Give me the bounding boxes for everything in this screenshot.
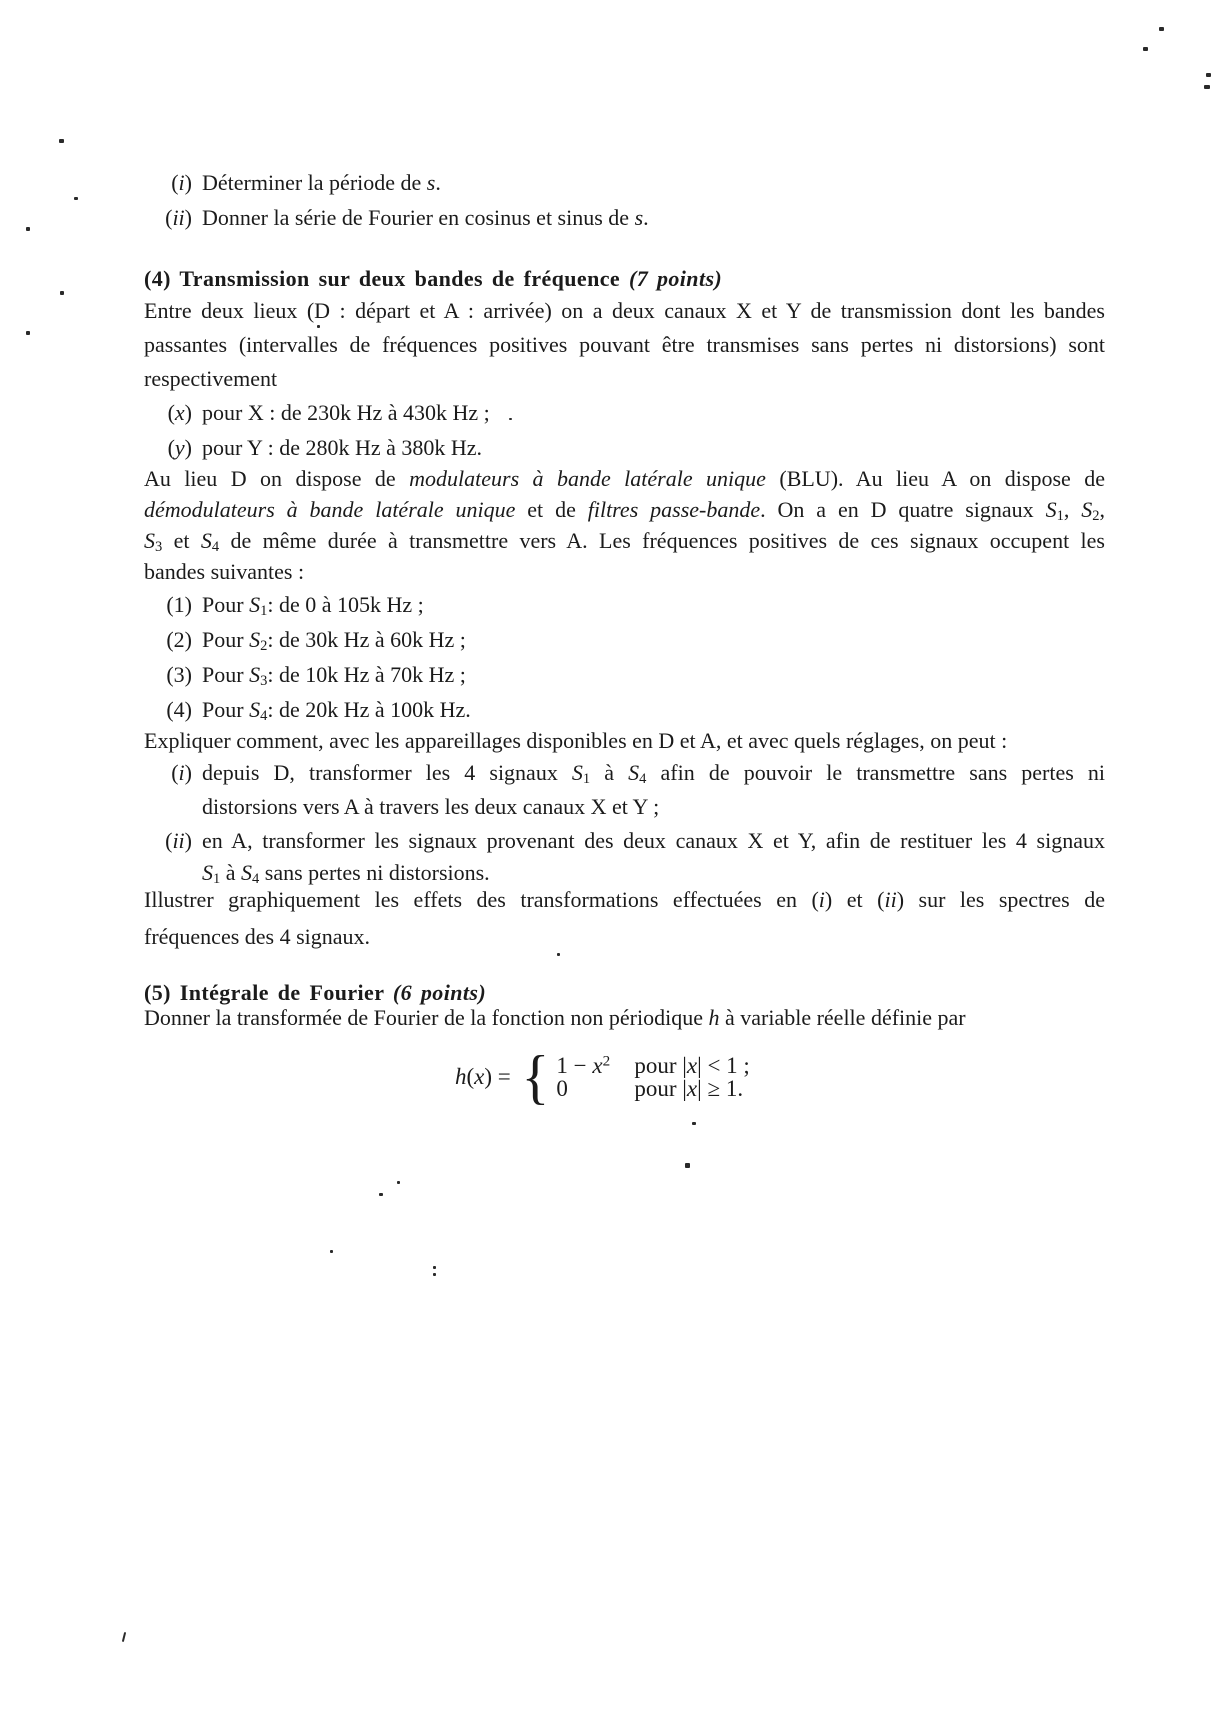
formula-case-2: [556, 1077, 749, 1100]
item-label: (2): [166, 627, 192, 652]
text-line: $S_3$ et $S_4$ de même durée à transmettre vers A. Les fréquences positives de ces signaux occupent les: [144, 528, 1105, 555]
signal-item-1: [156, 587, 471, 622]
text-line: Pour $S_4$: de 20k Hz à 100k Hz.: [202, 697, 471, 724]
band-item-x: [156, 396, 490, 430]
scan-speck: [509, 418, 512, 420]
scan-speck: [379, 1193, 383, 1196]
text-line: respectivement: [144, 366, 278, 391]
item-label: (4): [166, 697, 192, 722]
scan-speck: [26, 227, 30, 231]
left-brace-glyph: {: [521, 1042, 550, 1111]
scan-speck: [692, 1122, 696, 1125]
text-line: pour X : de 230k Hz à 430k Hz ;: [202, 400, 490, 425]
task-item-ii: [156, 825, 1105, 889]
item-label: (i): [171, 760, 192, 785]
scan-speck: [1159, 27, 1164, 31]
signal-band-list: [156, 587, 471, 727]
item-label: (ii): [165, 828, 192, 853]
signal-item-2: [156, 622, 471, 657]
section-5-heading: (5) Intégrale de Fourier (6 points): [144, 980, 487, 1005]
scan-speck: [59, 139, 64, 143]
signal-item-3: [156, 657, 471, 692]
illustrer-paragraph: [144, 881, 1105, 955]
scan-speck: [1206, 73, 1211, 77]
scan-speck: [1143, 47, 1148, 51]
item-label: (x): [167, 400, 192, 425]
text-line: Entre deux lieux (D : départ et A : arrivée) on a deux canaux X et Y de transmission dont les bandes: [144, 298, 1105, 323]
formula-cases: [556, 1054, 749, 1100]
formula-case-1: [556, 1054, 749, 1077]
text-line: pour Y : de 280k Hz à 380k Hz.: [202, 435, 483, 460]
scan-speck: [317, 325, 320, 328]
text-line: fréquences des 4 signaux.: [144, 924, 371, 949]
text-line: Pour $S_1$: de 0 à 105k Hz ;: [202, 592, 424, 619]
task-item-i: [156, 756, 1105, 824]
scan-speck: [557, 953, 560, 956]
text-line: Déterminer la période de s.: [202, 170, 441, 195]
text-line: passantes (intervalles de fréquences positives pouvant être transmises sans pertes ni distorsions) sont: [144, 332, 1105, 357]
text-line: bandes suivantes :: [144, 559, 305, 584]
text-line: en A, transformer les signaux provenant des deux canaux X et Y, afin de restituer les 4 signaux: [202, 828, 1105, 853]
section-4-intro-paragraph: [144, 294, 1105, 396]
text-line: Donner la transformée de Fourier de la fonction non périodique h à variable réelle définie par: [144, 1005, 966, 1030]
scan-speck: [433, 1273, 436, 1276]
text-line: Donner la série de Fourier en cosinus et sinus de s.: [202, 205, 649, 230]
case-condition: pour |x| < 1 ;: [634, 1053, 750, 1078]
scan-speck: [397, 1181, 400, 1184]
intro-item-ii: [156, 201, 649, 235]
scan-speck: [60, 291, 64, 295]
text-line: distorsions vers A à travers les deux canaux X et Y ;: [202, 794, 660, 819]
text-line: Pour $S_3$: de 10k Hz à 70k Hz ;: [202, 662, 466, 689]
case-expression: 0: [556, 1076, 568, 1101]
equipment-paragraph: [144, 463, 1105, 587]
text-line: Pour $S_2$: de 30k Hz à 60k Hz ;: [202, 627, 466, 654]
scan-speck: [330, 1250, 333, 1253]
scan-speck: [433, 1266, 436, 1269]
section-4-heading: (4) Transmission sur deux bandes de fréquence (7 points): [144, 266, 723, 291]
intro-item-i: [156, 166, 441, 200]
section-5-intro-paragraph: [144, 1001, 1105, 1035]
item-label: (y): [167, 435, 192, 460]
item-label: (1): [166, 592, 192, 617]
text-line: Illustrer graphiquement les effets des transformations effectuées en (i) et (ii) sur les spectres de: [144, 887, 1105, 912]
text-line: $S_1$ à $S_4$ sans pertes ni distorsions.: [202, 860, 490, 887]
formula-lhs: h(x) =: [455, 1064, 517, 1089]
item-label: (3): [166, 662, 192, 687]
case-expression: $1 - x^2$: [556, 1052, 611, 1078]
band-item-y: [156, 431, 482, 465]
scan-speck: [26, 331, 30, 335]
text-line: démodulateurs à bande latérale unique et de filtres passe-bande. On a en D quatre signaux $S_1$, $S_2$,: [144, 497, 1105, 524]
text-line: Au lieu D on dispose de modulateurs à bande latérale unique (BLU). Au lieu A on dispose de: [144, 466, 1106, 491]
scan-speck: [74, 197, 78, 200]
case-condition: pour |x| ≥ 1.: [634, 1076, 744, 1101]
item-label: (i): [171, 170, 192, 195]
scan-speck: [685, 1163, 690, 1168]
piecewise-formula: [455, 1042, 750, 1111]
text-line: Expliquer comment, avec les appareillages disponibles en D et A, et avec quels réglages, on peut :: [144, 728, 1008, 753]
expliquer-paragraph: [144, 724, 1105, 758]
scan-speck: [122, 1632, 126, 1642]
signal-item-4: [156, 692, 471, 727]
scan-speck: [1204, 85, 1210, 89]
text-line: depuis D, transformer les 4 signaux $S_1$ à $S_4$ afin de pouvoir le transmettre sans pertes ni: [202, 760, 1105, 787]
item-label: (ii): [165, 205, 192, 230]
